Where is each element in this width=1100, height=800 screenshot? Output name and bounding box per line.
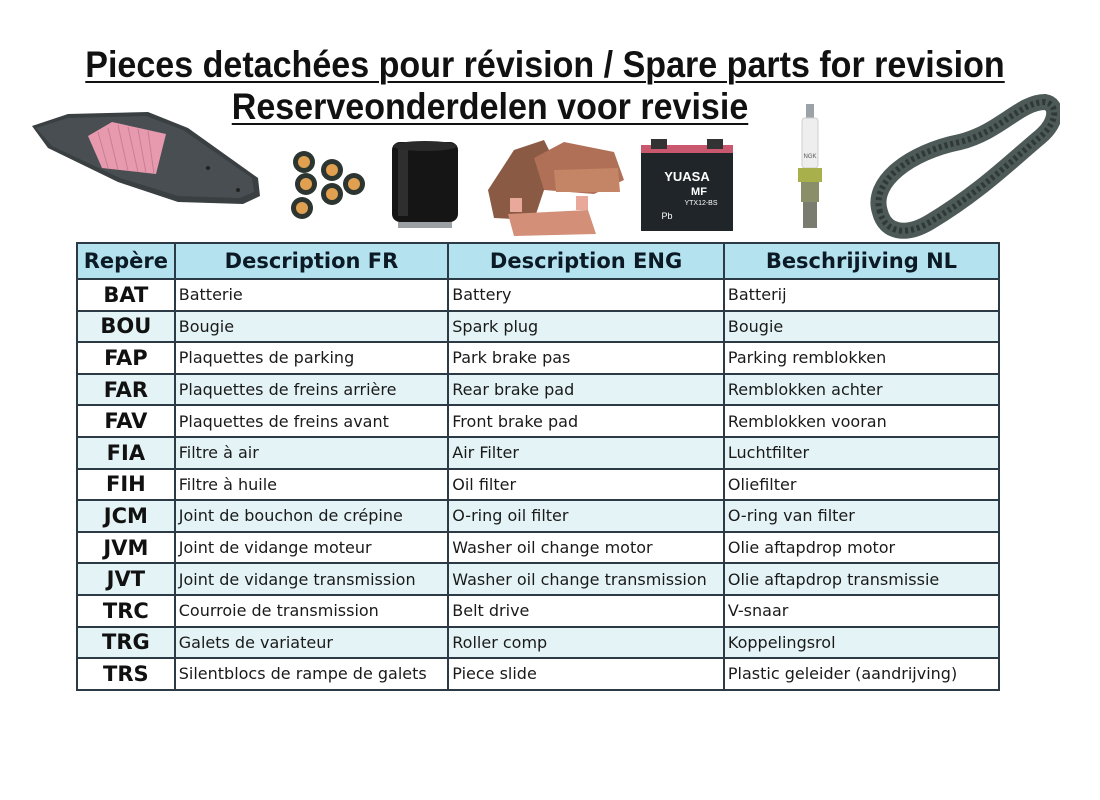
description-eng: Oil filter: [448, 469, 724, 501]
table-row: [77, 311, 999, 343]
description-eng: Spark plug: [448, 311, 724, 343]
description-nl: O-ring van filter: [724, 500, 999, 532]
part-code: FAP: [77, 342, 175, 374]
description-nl: Parking remblokken: [724, 342, 999, 374]
table-row: [77, 469, 999, 501]
part-code: JCM: [77, 500, 175, 532]
description-fr: Plaquettes de freins arrière: [175, 374, 449, 406]
part-code: JVM: [77, 532, 175, 564]
table-row: [77, 563, 999, 595]
description-nl: V-snaar: [724, 595, 999, 627]
description-nl: Remblokken achter: [724, 374, 999, 406]
part-code: FIA: [77, 437, 175, 469]
svg-text:YUASA: YUASA: [664, 169, 710, 184]
variator-rollers-image: [288, 150, 368, 225]
svg-text:Pb: Pb: [661, 211, 673, 221]
spare-parts-table: [76, 242, 1000, 691]
description-fr: Joint de bouchon de crépine: [175, 500, 449, 532]
description-eng: Park brake pas: [448, 342, 724, 374]
column-header-eng: Description ENG: [448, 243, 724, 279]
part-code: FAR: [77, 374, 175, 406]
svg-text:MF: MF: [691, 186, 707, 198]
description-nl: Olie aftapdrop transmissie: [724, 563, 999, 595]
description-nl: Oliefilter: [724, 469, 999, 501]
description-eng: Piece slide: [448, 658, 724, 690]
part-code: TRG: [77, 627, 175, 659]
description-eng: Washer oil change transmission: [448, 563, 724, 595]
description-eng: Front brake pad: [448, 405, 724, 437]
part-code: FIH: [77, 469, 175, 501]
description-fr: Joint de vidange transmission: [175, 563, 449, 595]
description-fr: Courroie de transmission: [175, 595, 449, 627]
description-eng: Battery: [448, 279, 724, 311]
description-fr: Joint de vidange moteur: [175, 532, 449, 564]
description-nl: Remblokken vooran: [724, 405, 999, 437]
column-header-nl: Beschrijiving NL: [724, 243, 999, 279]
description-fr: Batterie: [175, 279, 449, 311]
oil-filter-image: [388, 138, 463, 233]
part-code: TRS: [77, 658, 175, 690]
drive-belt-image: [870, 92, 1060, 240]
table-row: [77, 500, 999, 532]
description-nl: Batterij: [724, 279, 999, 311]
description-eng: Rear brake pad: [448, 374, 724, 406]
column-header-code: Repère: [77, 243, 175, 279]
table-row: [77, 437, 999, 469]
battery-image: [637, 137, 737, 235]
description-fr: Filtre à huile: [175, 469, 449, 501]
description-fr: Plaquettes de freins avant: [175, 405, 449, 437]
table-row: [77, 405, 999, 437]
table-row: [77, 374, 999, 406]
spark-plug-image: [790, 100, 830, 240]
column-header-fr: Description FR: [175, 243, 449, 279]
description-fr: Plaquettes de parking: [175, 342, 449, 374]
brake-pads-image: [484, 130, 632, 238]
air-filter-image: [28, 108, 264, 208]
description-nl: Plastic geleider (aandrijving): [724, 658, 999, 690]
description-nl: Koppelingsrol: [724, 627, 999, 659]
page-subtitle: Reserveonderdelen voor revisie: [231, 86, 749, 127]
part-code: JVT: [77, 563, 175, 595]
description-eng: Roller comp: [448, 627, 724, 659]
description-eng: Washer oil change motor: [448, 532, 724, 564]
table-row: [77, 595, 999, 627]
description-nl: Bougie: [724, 311, 999, 343]
description-fr: Bougie: [175, 311, 449, 343]
description-nl: Luchtfilter: [724, 437, 999, 469]
description-eng: Air Filter: [448, 437, 724, 469]
description-fr: Filtre à air: [175, 437, 449, 469]
description-fr: Silentblocs de rampe de galets: [175, 658, 449, 690]
svg-text:NGK: NGK: [803, 154, 817, 160]
description-eng: Belt drive: [448, 595, 724, 627]
part-code: BAT: [77, 279, 175, 311]
table-header-row: [77, 243, 999, 279]
svg-text:YTX12-BS: YTX12-BS: [684, 200, 718, 207]
table-row: [77, 627, 999, 659]
part-code: TRC: [77, 595, 175, 627]
table-row: [77, 658, 999, 690]
description-nl: Olie aftapdrop motor: [724, 532, 999, 564]
description-eng: O-ring oil filter: [448, 500, 724, 532]
description-fr: Galets de variateur: [175, 627, 449, 659]
table-row: [77, 532, 999, 564]
part-code: BOU: [77, 311, 175, 343]
part-code: FAV: [77, 405, 175, 437]
page-title: Pieces detachées pour révision / Spare parts for revision: [85, 44, 1005, 85]
table-row: [77, 342, 999, 374]
table-row: [77, 279, 999, 311]
